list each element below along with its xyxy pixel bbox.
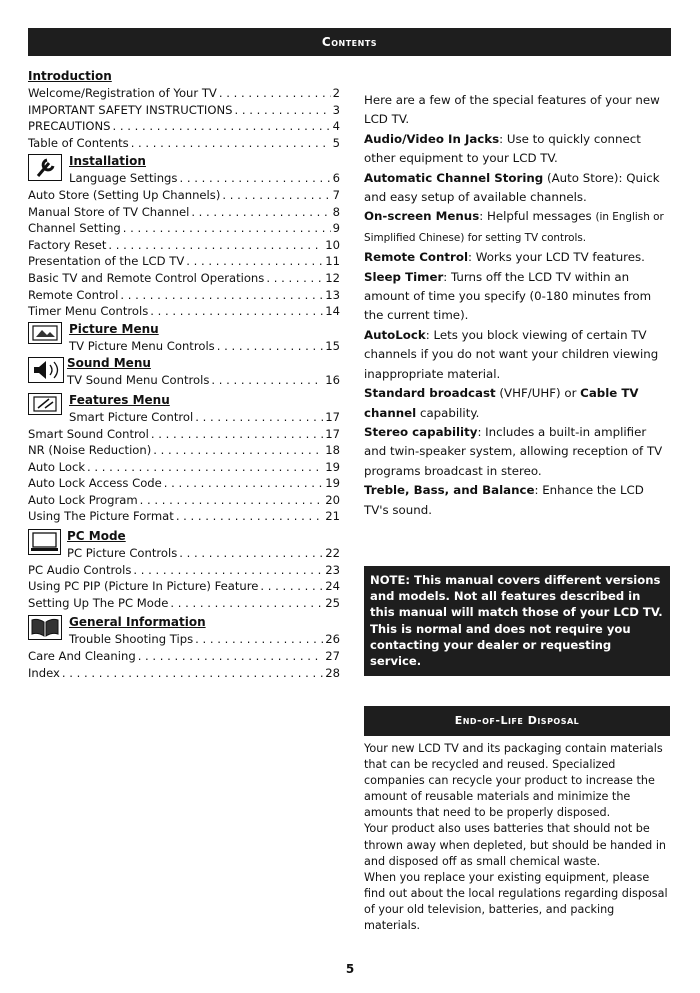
feature-label: AutoLock [364, 327, 426, 342]
feature-label: Audio/Video In Jacks [364, 131, 500, 146]
feature-text: : Use to quickly connect other equipment to your LCD TV. [364, 131, 641, 166]
toc-entry-page: 17 [325, 426, 340, 441]
toc-entry[interactable] [28, 508, 340, 525]
toc-entry-title: Timer Menu Controls [28, 304, 149, 319]
toc-entry-title: Table of Contents [28, 135, 129, 150]
toc-entry-page: 6 [332, 171, 340, 186]
toc-entry[interactable] [28, 237, 340, 254]
toc-entry-page: 20 [325, 492, 340, 507]
toc-entry-page: 19 [325, 459, 340, 474]
toc-entry-title: Presentation of the LCD TV [28, 254, 185, 269]
toc-entry-page: 12 [325, 270, 340, 285]
toc-entry[interactable] [28, 442, 340, 459]
toc-entry-page: 2 [332, 86, 340, 100]
toc-entry-title: Auto Lock Access Code [28, 476, 162, 491]
eol-paragraph: Your new LCD TV and its packaging contain materials that can be recycled and reused. Specialized companies can recycle your product to increase the amount of reusable materials and minimize the amounts that need to be properly disposed. [364, 742, 663, 820]
feature-label: Sleep Timer [364, 269, 444, 284]
toc-entry-page: 22 [325, 546, 340, 561]
feature-label: Standard broadcast [364, 386, 496, 401]
toc-entry[interactable] [28, 287, 340, 304]
toc-entry-page: 5 [332, 135, 340, 150]
feature-text: : Works your LCD TV features. [468, 250, 645, 265]
toc-entry-page: 23 [325, 562, 340, 577]
toc-entry[interactable] [28, 648, 340, 665]
toc-entry-page: 28 [325, 665, 340, 680]
toc-entry-page: 18 [325, 443, 340, 458]
toc-entry-page: 8 [332, 204, 340, 219]
toc-entry-title: Smart Picture Control [69, 409, 194, 424]
pc-heading: PC Mode [67, 529, 126, 544]
toc-entry-title: TV Sound Menu Controls [67, 373, 210, 388]
toc-entry-title: Language Settings [69, 171, 178, 186]
feature-label: Automatic Channel Storing [364, 170, 544, 185]
feature-label: On-screen Menus [364, 209, 480, 224]
note-box: NOTE: This manual covers different versions and models. Not all features described in this manual will match those of your LCD TV. This is normal and does not require you contacting your dealer or requesting service. [364, 566, 670, 676]
eol-paragraph: When you replace your existing equipment, please find out about the local regulations regarding disposal of your old television, batteries, and packing materials. [364, 870, 668, 933]
toc-entry-title: Auto Store (Setting Up Channels) [28, 187, 221, 202]
toc-entry-title: Care And Cleaning [28, 649, 136, 664]
eol-title: End-of-Life Disposal [454, 714, 580, 727]
toc-entry-title: PC Audio Controls [28, 562, 132, 577]
toc-entry-title: Basic TV and Remote Control Operations [28, 270, 265, 285]
general-section [28, 614, 340, 648]
toc-entry-title: PRECAUTIONS [28, 119, 111, 134]
feature-text: (Auto Store): Quick and easy setup of available channels. [364, 170, 660, 205]
toc-entry-title: Setting Up The PC Mode [28, 595, 169, 610]
toc-entry[interactable] [69, 338, 340, 355]
wrench-icon [28, 154, 62, 181]
toc-entry-page: 14 [325, 304, 340, 319]
feature-item [364, 169, 670, 208]
toc-entry-title: Using The Picture Format [28, 509, 174, 524]
table-of-contents [28, 68, 340, 681]
toc-entry-title: NR (Noise Reduction) [28, 443, 152, 458]
toc-entry-page: 17 [325, 409, 340, 424]
toc-entry[interactable] [28, 204, 340, 221]
contents-title: Contents [321, 35, 378, 49]
toc-entry-title: Factory Reset [28, 237, 107, 252]
picture-section [28, 321, 340, 355]
toc-entry[interactable] [69, 170, 340, 187]
features-section [28, 392, 340, 426]
feature-text: : Lets you block viewing of certain TV channels if you do not want your children viewing inappropriate material. [364, 327, 659, 381]
speaker-icon [28, 357, 64, 383]
feature-text: (VHF/UHF) or [495, 386, 581, 401]
eol-text [364, 741, 672, 934]
toc-entry[interactable] [28, 562, 340, 579]
feature-item [364, 384, 670, 423]
sound-section [28, 355, 340, 389]
feature-label: Stereo capability [364, 424, 478, 439]
page-number: 5 [345, 962, 355, 976]
toc-entry-page: 9 [332, 221, 340, 236]
toc-entry-page: 21 [325, 509, 340, 524]
installation-section [28, 153, 340, 187]
feature-text: : Includes a built-in amplifier and twin-speaker system, allowing reception of TV programs broadcast in stereo. [364, 424, 663, 478]
toc-entry-page: 16 [325, 373, 340, 388]
toc-entry-title: Manual Store of TV Channel [28, 204, 190, 219]
toc-entry[interactable] [28, 492, 340, 509]
sound-heading: Sound Menu [67, 356, 151, 371]
toc-entry[interactable] [69, 631, 340, 648]
eol-paragraph: Your product also uses batteries that should not be thrown away when depleted, but should be handed in and disposed off as small chemical waste. [364, 822, 667, 868]
features-heading: Features Menu [69, 392, 170, 407]
toc-entry-page: 19 [325, 476, 340, 491]
toc-entry[interactable] [28, 220, 340, 237]
toc-entry-title: Auto Lock Program [28, 492, 138, 507]
toc-entry[interactable] [67, 372, 340, 389]
feature-text: : Helpful messages [479, 209, 596, 224]
feature-label: Treble, Bass, and Balance [364, 483, 535, 498]
feature-text: : Enhance the LCD TV's sound. [364, 483, 644, 517]
toc-entry[interactable] [28, 253, 340, 270]
feature-label: Cable TV channel [364, 386, 639, 420]
toc-entry-title: Remote Control [28, 287, 119, 302]
toc-entry[interactable] [28, 475, 340, 492]
toc-entry[interactable] [28, 578, 340, 595]
pc-section [28, 528, 340, 562]
eol-banner [364, 706, 670, 736]
toc-entry[interactable] [28, 187, 340, 204]
feature-text-small: (in English or Simplified Chinese) for setting TV controls. [364, 211, 664, 244]
toc-entry-page: 24 [325, 579, 340, 594]
toc-entry-title: PC Picture Controls [67, 546, 178, 561]
toc-entry-title: Channel Setting [28, 221, 121, 236]
toc-entry-page: 26 [325, 632, 340, 647]
toc-entry-title: Smart Sound Control [28, 426, 149, 441]
toc-entry-page: 10 [325, 237, 340, 252]
toc-entry-title: Using PC PIP (Picture In Picture) Feature [28, 579, 259, 594]
feature-item [364, 326, 670, 384]
toc-entry-title: TV Picture Menu Controls [69, 338, 215, 353]
toc-entry-page: 4 [332, 119, 340, 134]
toc-entry-title: Welcome/Registration of Your TV [28, 86, 217, 100]
feature-text: capability. [416, 405, 480, 420]
toc-entry-title: Auto Lock [28, 459, 86, 474]
toc-entry[interactable] [28, 270, 340, 287]
toc-entry[interactable] [28, 665, 340, 682]
feature-item [364, 248, 670, 267]
toc-entry[interactable] [67, 545, 340, 562]
intro-heading: Introduction [28, 69, 112, 83]
monitor-icon [28, 529, 61, 555]
feature-item [364, 268, 670, 326]
feature-text: : Turns off the LCD TV within an amount of time you specify (0-180 minutes from the current time). [364, 269, 652, 323]
feature-item [364, 423, 670, 481]
features-intro: Here are a few of the special features of your new LCD TV. [364, 93, 660, 127]
feature-item [364, 481, 670, 520]
toc-entry-page: 27 [325, 649, 340, 664]
book-icon [28, 615, 62, 640]
picture-heading: Picture Menu [69, 321, 159, 336]
toc-entry[interactable] [28, 135, 340, 152]
toc-entry[interactable] [28, 595, 340, 612]
features-icon [28, 393, 62, 415]
picture-icon [28, 322, 62, 344]
toc-entry-page: 25 [325, 595, 340, 610]
toc-entry[interactable] [28, 426, 340, 443]
features-list [364, 91, 670, 520]
toc-entry[interactable] [28, 303, 340, 320]
toc-entry-page: 13 [325, 287, 340, 302]
general-heading: General Information [69, 615, 206, 630]
toc-entry-page: 11 [325, 254, 340, 269]
toc-entry-page: 7 [332, 187, 340, 202]
contents-banner [28, 28, 671, 56]
feature-item [364, 207, 670, 248]
toc-entry-page: 15 [325, 338, 340, 353]
toc-entry-title: IMPORTANT SAFETY INSTRUCTIONS [28, 102, 233, 117]
toc-entry[interactable] [28, 102, 340, 119]
feature-label: Remote Control [364, 250, 468, 265]
toc-entry-title: Index [28, 665, 60, 680]
toc-entry-title: Trouble Shooting Tips [69, 632, 194, 647]
toc-entry[interactable] [28, 85, 340, 102]
feature-item [364, 130, 670, 169]
toc-entry[interactable] [69, 409, 340, 426]
toc-entry[interactable] [28, 118, 340, 135]
toc-entry-page: 3 [332, 102, 340, 117]
installation-heading: Installation [69, 154, 146, 169]
toc-entry[interactable] [28, 459, 340, 476]
